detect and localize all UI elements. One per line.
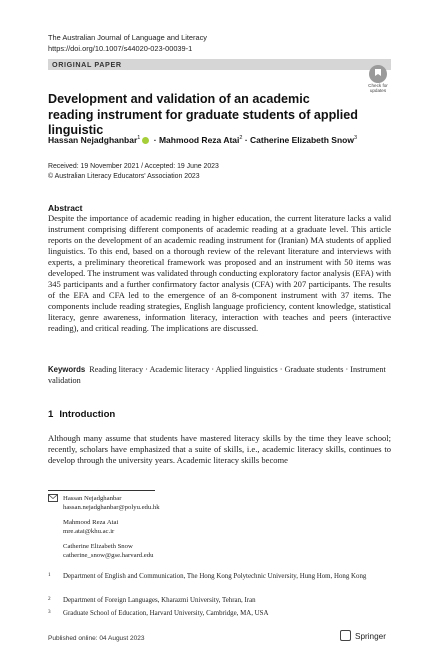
author-name[interactable]: Hassan Nejadghanbar [48,135,138,145]
affiliation-text: Graduate School of Education, Harvard University, Cambridge, MA, USA [63,610,269,617]
author-affiliation-marker: 2 [239,135,243,142]
contact-entry [63,518,118,536]
section-title: Introduction [59,409,116,420]
affiliation-text: Department of Foreign Languages, Kharazmi University, Tehran, Iran [63,597,256,604]
keywords-label: Keywords [48,365,86,374]
author-name[interactable]: Catherine Elizabeth Snow [250,135,354,145]
published-online: Published online: 04 August 2023 [48,635,145,642]
check-for-updates-badge[interactable] [365,65,391,93]
crossmark-icon [369,65,387,83]
contact-email[interactable]: hassan.nejadghanbar@polyu.edu.hk [63,504,160,511]
contact-entry [63,494,160,512]
affiliation-number: 2 [48,596,51,602]
article-type-label: ORIGINAL PAPER [52,60,122,69]
contact-email[interactable]: mre.atai@khu.ac.ir [63,528,115,535]
affiliation-number: 1 [48,572,51,578]
section-number: 1 [48,409,54,420]
section-heading [48,409,115,420]
contact-email[interactable]: catherine_snow@gse.harvard.edu [63,552,154,559]
footnote-divider [48,490,155,491]
article-title: Development and validation of an academic reading instrument for graduate students of applied linguistic [48,92,358,137]
abstract-heading: Abstract [48,203,83,213]
author-affiliation-marker: 3 [353,135,358,142]
author-separator: · [244,135,248,145]
contact-name: Catherine Elizabeth Snow [63,543,133,550]
affiliation-number: 3 [48,609,51,615]
journal-header [48,33,207,54]
author-separator: · [153,135,157,145]
journal-doi[interactable]: https://doi.org/10.1007/s44020-023-00039-1 [48,43,193,53]
author-affiliation-marker: 1 [137,135,141,142]
article-dates [48,162,219,181]
keywords-list: Reading literacy · Academic literacy · Applied linguistics · Graduate students · Instrument validation [48,365,386,385]
contact-name: Hassan Nejadghanbar [63,495,122,502]
introduction-paragraph: Although many assume that students have mastered literacy skills by the time they leave school; recently, scholars have emphasized that a suite of skills, i.e., academic literacy skills, continues to develop through the university years. Academic literacy skills become [48,433,391,466]
journal-name: The Australian Journal of Language and Literacy [48,33,208,42]
author-list [48,135,357,145]
orcid-icon[interactable] [142,137,149,144]
keywords [48,364,391,386]
springer-horse-icon [340,630,351,641]
received-accepted-dates: Received: 19 November 2021 / Accepted: 19 June 2023 [48,163,219,170]
envelope-icon [48,494,58,502]
copyright-line: © Australian Literacy Educators' Association 2023 [48,172,200,180]
crossmark-label: Check for updates [368,83,388,93]
abstract-body: Despite the importance of academic reading in higher education, the current literature lacks a valid instrument comprising different components of academic reading at a graduate level. This article reports on the development of an academic reading instrument for (Iranian) MA students of applied linguistics. To this end, based on a thorough review of the relevant literature and interviews with experts, a preliminary theoretical framework was proposed and an instrument with 50 items was developed. The instrument was validated through conducting exploratory factor analysis (EFA) with 345 participants and a further confirmatory factor analysis (CFA) with 207 participants. The results of the EFA and CFA led to the emergence of an 8-component instrument with 37 items. The components include reading strategies, English language proficiency, content knowledge, statistical literacy, genre awareness, information literacy, interaction with teaches and peers (interactive reading), and critical reading. The implications are discussed. [48,213,391,334]
article-type-bar [48,59,391,70]
contact-entry [63,542,153,560]
publisher-name: Springer [355,632,386,641]
contact-name: Mahmood Reza Atai [63,519,119,526]
author-name[interactable]: Mahmood Reza Atai [158,135,240,145]
affiliation-text: Department of English and Communication, The Hong Kong Polytechnic University, Hung Hom, Hong Kong [63,573,367,580]
publisher-logo [340,630,386,641]
